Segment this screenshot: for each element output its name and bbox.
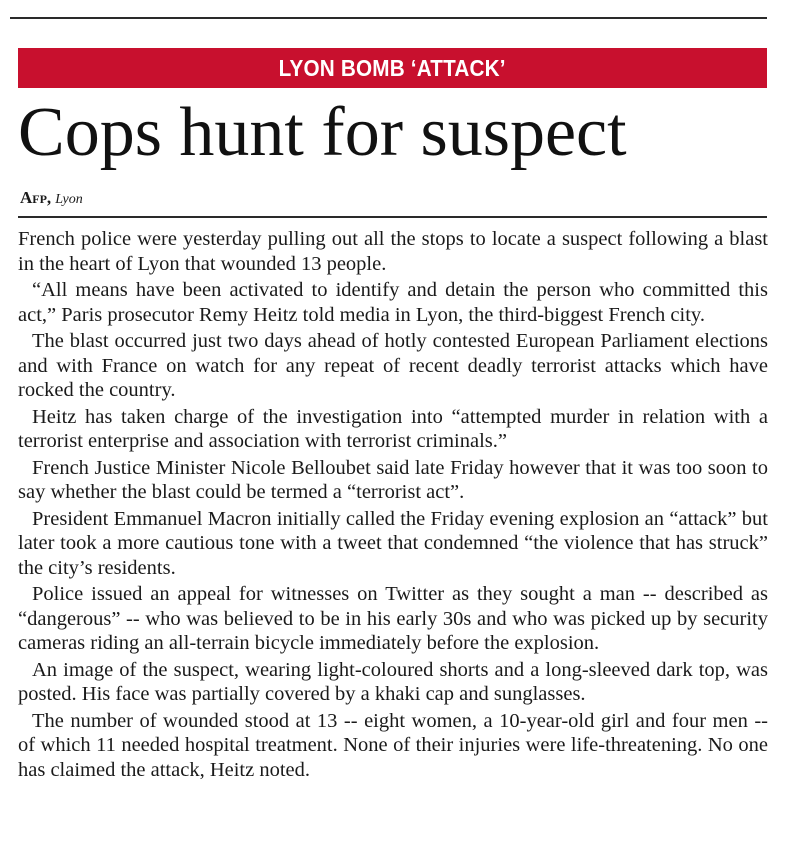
paragraph: Police issued an appeal for witnesses on Twitter as they sought a man -- described as “dangerous” -- who was believed to be in his early 30s and who was picked up by security cameras riding an all-terrain bicycle immediately before the explosion. xyxy=(18,583,768,654)
paragraph: The number of wounded stood at 13 -- eight women, a 10-year-old girl and four men -- of which 11 needed hospital treatment. None of their injuries were life-threatening. No one has claimed the attack, Heitz noted. xyxy=(18,709,768,781)
byline-divider xyxy=(18,216,767,218)
paragraph: An image of the suspect, wearing light-coloured shorts and a long-sleeved dark top, was posted. His face was partially covered by a khaki cap and sunglasses. xyxy=(18,658,768,705)
paragraph: Heitz has taken charge of the investigation into “attempted murder in relation with a terrorist enterprise and association with terrorist criminals.” xyxy=(18,405,768,452)
headline: Cops hunt for suspect xyxy=(18,94,627,171)
kicker-label: LYON BOMB ‘ATTACK’ xyxy=(278,54,507,81)
kicker-banner xyxy=(18,48,767,88)
byline-agency: Afp, xyxy=(20,188,52,207)
article-body xyxy=(18,227,768,784)
paragraph: President Emmanuel Macron initially called the Friday evening explosion an “attack” but later took a more cautious tone with a tweet that condemned “the violence that has struck” the city’s residents. xyxy=(18,507,768,579)
paragraph: French police were yesterday pulling out all the stops to locate a suspect following a blast in the heart of Lyon that wounded 13 people. xyxy=(18,228,768,275)
top-rule xyxy=(10,17,767,19)
paragraph: The blast occurred just two days ahead of hotly contested European Parliament elections and with France on watch for any repeat of recent deadly terrorist attacks which have rocked the country. xyxy=(18,330,768,401)
byline-location: Lyon xyxy=(55,192,83,207)
paragraph: “All means have been activated to identify and detain the person who committed this act,” Paris prosecutor Remy Heitz told media in Lyon, the third-biggest French city. xyxy=(18,279,768,326)
paragraph: French Justice Minister Nicole Belloubet said late Friday however that it was too soon to say whether the blast could be termed a “terrorist act”. xyxy=(18,456,768,503)
byline xyxy=(20,188,83,208)
